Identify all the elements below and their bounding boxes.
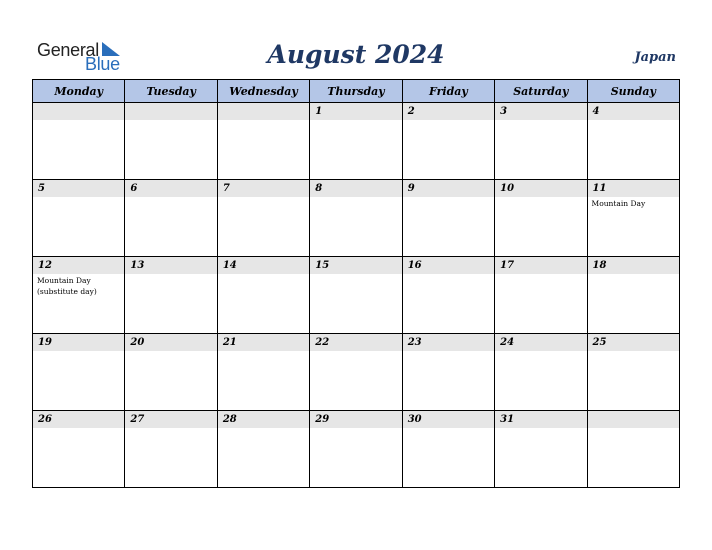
day-number-band [125, 180, 216, 197]
day-number-band [495, 180, 586, 197]
day-cell [495, 334, 587, 411]
holiday-label [310, 120, 401, 121]
day-number: 17 [500, 260, 515, 271]
day-cell [587, 257, 679, 334]
day-number: 14 [222, 260, 237, 271]
day-number: 20 [130, 337, 145, 348]
day-number: 29 [315, 414, 330, 425]
day-number: 27 [130, 414, 145, 425]
day-number: 10 [500, 183, 515, 194]
day-number-band [125, 257, 216, 274]
day-number-band [125, 411, 216, 428]
day-number-band [588, 411, 679, 428]
day-number-band [403, 180, 494, 197]
week-row [33, 334, 680, 411]
day-cell [402, 103, 494, 180]
brand-blue-text: Blue [85, 54, 120, 74]
day-number: 5 [38, 183, 45, 194]
holiday-label [403, 197, 494, 198]
week-row [33, 103, 680, 180]
day-cell [125, 257, 217, 334]
holiday-label [310, 351, 401, 352]
weekday-header: Thursday [310, 80, 402, 103]
day-cell [217, 180, 309, 257]
holiday-label [588, 274, 679, 275]
day-number: 11 [592, 183, 607, 194]
holiday-label [125, 197, 216, 198]
day-cell [587, 334, 679, 411]
day-number-band [403, 411, 494, 428]
day-number: 15 [315, 260, 330, 271]
day-number-band [33, 257, 124, 274]
day-cell [125, 103, 217, 180]
day-cell [310, 257, 402, 334]
day-cell [217, 334, 309, 411]
day-number-band [588, 257, 679, 274]
day-number-band [218, 411, 309, 428]
holiday-label [310, 428, 401, 429]
day-cell [125, 180, 217, 257]
day-cell [33, 257, 125, 334]
day-cell [125, 334, 217, 411]
day-number-band [495, 334, 586, 351]
day-number-band [218, 334, 309, 351]
holiday-label [403, 274, 494, 275]
holiday-label [33, 120, 124, 121]
day-cell [33, 411, 125, 488]
day-number: 3 [500, 106, 508, 117]
week-row [33, 411, 680, 488]
day-number-band [310, 103, 401, 120]
day-number: 23 [407, 337, 422, 348]
day-number-band [33, 334, 124, 351]
day-number-band [218, 103, 309, 120]
holiday-label [310, 274, 401, 275]
holiday-label [33, 428, 124, 429]
day-cell [217, 257, 309, 334]
day-number-band [403, 257, 494, 274]
holiday-label [310, 197, 401, 198]
day-number-band [403, 103, 494, 120]
day-number: 24 [500, 337, 515, 348]
day-number-band [495, 411, 586, 428]
holiday-label [588, 428, 679, 429]
weekday-header: Saturday [495, 80, 587, 103]
day-number: 13 [130, 260, 145, 271]
day-number-band [588, 334, 679, 351]
holiday-label [495, 120, 586, 121]
day-number-band [588, 103, 679, 120]
day-cell [33, 334, 125, 411]
holiday-label [495, 197, 586, 198]
day-cell [587, 180, 679, 257]
day-number-band [33, 180, 124, 197]
day-cell [495, 180, 587, 257]
day-number: 16 [407, 260, 422, 271]
day-number: 26 [38, 414, 52, 425]
brand-general-text: General [37, 40, 99, 60]
day-cell [587, 103, 679, 180]
weekday-header-row [33, 80, 680, 103]
holiday-label [218, 120, 309, 121]
day-number-band [403, 334, 494, 351]
day-cell [310, 103, 402, 180]
holiday-label [403, 351, 494, 352]
day-number-band [33, 103, 124, 120]
day-cell [125, 411, 217, 488]
holiday-label: Mountain Day (substitute day) [37, 276, 97, 296]
day-cell [33, 103, 125, 180]
day-number: 12 [38, 260, 52, 271]
day-cell [310, 180, 402, 257]
day-cell [402, 257, 494, 334]
weekday-header: Sunday [587, 80, 679, 103]
holiday-label [588, 120, 679, 121]
holiday-label [33, 351, 124, 352]
holiday-label [125, 274, 216, 275]
holiday-label: Mountain Day [591, 199, 646, 208]
day-number: 18 [592, 260, 607, 271]
day-number: 22 [315, 337, 330, 348]
day-cell [310, 411, 402, 488]
week-row [33, 180, 680, 257]
holiday-label [218, 197, 309, 198]
day-cell [217, 103, 309, 180]
day-number-band [218, 257, 309, 274]
week-row [33, 257, 680, 334]
weekday-header: Wednesday [217, 80, 309, 103]
day-number-band [33, 411, 124, 428]
day-number-band [218, 180, 309, 197]
calendar-title: August 2024 [267, 40, 445, 69]
holiday-label [403, 120, 494, 121]
day-cell [402, 334, 494, 411]
holiday-label [218, 351, 309, 352]
day-number: 25 [592, 337, 607, 348]
day-cell [33, 180, 125, 257]
day-number-band [310, 180, 401, 197]
day-number: 9 [407, 183, 415, 194]
day-number: 19 [38, 337, 52, 348]
day-cell [310, 334, 402, 411]
holiday-label [218, 428, 309, 429]
day-number-band [588, 180, 679, 197]
holiday-label [125, 351, 216, 352]
holiday-label [218, 274, 309, 275]
day-cell [402, 180, 494, 257]
country-label: Japan [634, 50, 676, 65]
day-number-band [125, 334, 216, 351]
weekday-header: Monday [33, 80, 125, 103]
day-number: 7 [222, 183, 230, 194]
holiday-label [588, 351, 679, 352]
day-number: 28 [222, 414, 237, 425]
weekday-header: Tuesday [125, 80, 217, 103]
day-number-band [125, 103, 216, 120]
holiday-label [495, 351, 586, 352]
holiday-label [495, 428, 586, 429]
holiday-label [125, 428, 216, 429]
day-number-band [310, 411, 401, 428]
day-cell [495, 257, 587, 334]
day-number: 2 [407, 106, 415, 117]
calendar-grid [32, 79, 680, 488]
day-cell [495, 411, 587, 488]
day-number: 1 [315, 106, 323, 117]
day-number-band [495, 257, 586, 274]
day-number: 21 [222, 337, 237, 348]
holiday-label [403, 428, 494, 429]
day-number: 30 [407, 414, 422, 425]
day-cell [587, 411, 679, 488]
holiday-label [495, 274, 586, 275]
day-number-band [310, 257, 401, 274]
day-number: 6 [130, 183, 138, 194]
day-cell [402, 411, 494, 488]
holiday-label [125, 120, 216, 121]
day-number: 31 [500, 414, 515, 425]
weekday-header: Friday [402, 80, 494, 103]
holiday-label [33, 197, 124, 198]
day-number-band [310, 334, 401, 351]
day-cell [217, 411, 309, 488]
day-number: 8 [315, 183, 323, 194]
day-number: 4 [592, 106, 600, 117]
day-number-band [495, 103, 586, 120]
day-cell [495, 103, 587, 180]
